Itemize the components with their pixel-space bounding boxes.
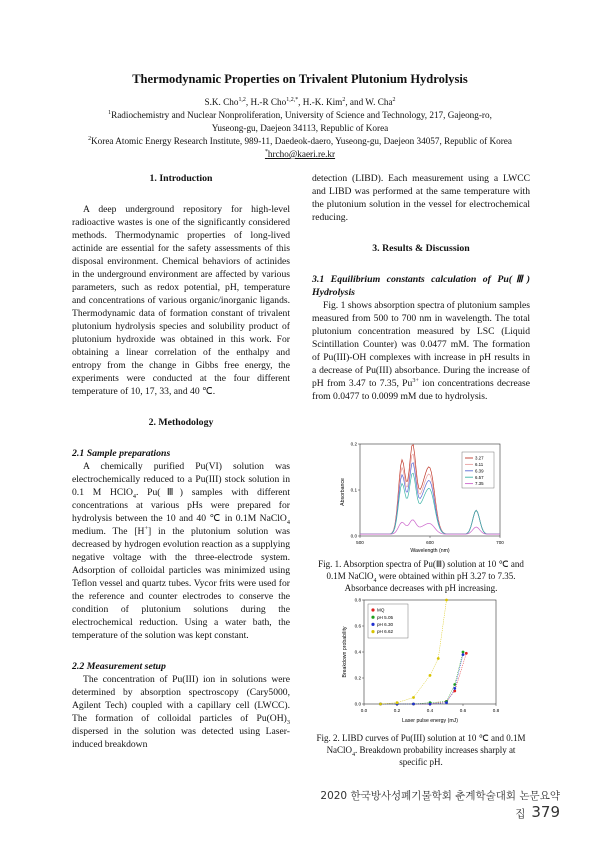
data-point [412,703,415,706]
libd-curve [381,655,464,704]
email[interactable]: *hrcho@kaeri.re.kr [264,148,336,159]
x-tick-label: 0.8 [492,708,500,713]
figure-1 [312,438,530,594]
data-point [412,696,415,699]
x-axis-label: Laser pulse energy (mJ) [402,718,458,724]
section-heading-results: 3. Results & Discussion [372,243,470,254]
legend-marker [371,616,374,619]
absorption-spectra-chart [336,438,506,556]
x-tick-label: 0.0 [360,708,368,713]
x-tick-label: 700 [496,540,504,545]
x-axis-label: Wavelength (nm) [410,548,450,554]
legend-label: MQ [377,607,385,613]
left-column [72,172,290,751]
data-point [462,651,465,654]
right-column [312,172,530,403]
legend-marker [371,630,374,633]
figure-2 [312,594,530,768]
data-point [437,657,440,660]
data-point [429,703,432,706]
legend-label: 6.11 [475,462,484,467]
legend-label: pH 6.62 [377,629,394,635]
page-number: 379 [531,803,560,821]
libd-curves-chart [336,594,506,726]
data-point [465,652,468,655]
data-point [453,687,456,690]
legend-label: 7.35 [475,481,484,487]
y-tick-label: 0.2 [354,675,361,681]
spectrum-line [360,520,500,534]
section-heading-introduction: 1. Introduction [149,173,213,184]
legend-label: 6.57 [475,474,484,480]
affiliation-2: $^2$Korea Atomic Energy Research Institute, 989-11, Daedeok-daero, Yuseong-gu, Daejeon 34057, Republic of Korea [88,135,512,146]
legend-label: pH 5.05 [377,614,394,620]
figure-2-caption: Fig. 2. LIBD curves of Pu(III) solution at 10 ℃ and 0.1M NaClO$_4$. Breakdown probability increases sharply at specific pH. [316,733,526,767]
authors: S.K. Cho$^{1,2}$, H.-R Cho$^{1,2,*}$, H.-K. Kim$^2$, and W. Cha$^2$ [204,96,396,107]
data-point [396,701,399,704]
affiliation-1-cont: Yuseong-gu, Daejeon 34113, Republic of Korea [211,123,389,133]
legend-label: 6.39 [475,468,484,474]
legend-label: 3.27 [475,455,484,461]
y-tick-label: 0.8 [354,597,361,603]
data-point [445,701,448,704]
affiliation-1: $^1$Radiochemistry and Nuclear Nonproliferation, University of Science and Technology, 217, Gajeong-ro, [108,109,492,120]
x-tick-label: 0.6 [459,708,467,713]
x-tick-label: 0.4 [426,708,434,713]
y-axis-label: Absorbance [340,478,346,506]
y-tick-label: 0.0 [354,701,361,707]
subsection-heading-sample-preparations: 2.1 Sample preparations [72,448,171,459]
x-tick-label: 500 [356,540,364,545]
measurement-setup-continued: detection (LIBD). Each measurement using a LWCC and LIBD was performed at the same temperature with the plutonium solution in the vessel for electrochemical reducing. [312,173,530,223]
sample-preparations-text: A chemically purified Pu(VI) solution was electrochemically reduced to a Pu(III) stock solution in 0.1 M HClO$_4$. Pu(Ⅲ) samples with different concentrations at various pHs were prepared for hydrolysis between the 10 and 40 ℃ in 0.1M NaClO$_4$ medium. The [H+] in the plutonium solution was decreased by hydrogen evolution reaction as a supplying negative voltage with the three-electrode system. Adsorption of colloidal particles was minimized using Teflon vessel and quartz tubes. Vycor frits were used for the reference and counter electrodes to conserve the condition of plutonium solutions during the electrochemical reduction. Using a water bath, the temperature of the solution was kept constant. [72,461,290,641]
data-point [379,703,382,706]
y-tick-label: 0.6 [354,623,361,629]
legend-marker [371,623,374,626]
subsection-heading-measurement-setup: 2.2 Measurement setup [72,661,166,672]
measurement-setup-text: The concentration of Pu(III) ion in solutions were determined by absorption spectroscopy (Cary5000, Agilent Tech) coupled with a capillary cell (LWCC). The formation of colloidal particles of $Pu(OH)_3$ dispersed in the solution was detected using Laser-induced breakdown [72,674,290,750]
paper-title: Thermodynamic Properties on Trivalent Plutonium Hydrolysis [132,72,468,86]
results-text: Fig. 1 shows absorption spectra of plutonium samples measured from 500 to 700 nm in wavelength. The total plutonium concentration measured by LSC (Liquid Scintillation Counter) was 0.0477 mM. The formation of Pu(III)-OH complexes with increase in pH results in a decrease of Pu(III) absorbance. During the increase of pH from 3.47 to 7.35, $Pu^{3+}$ ion concentrations decrease from 0.0477 to 0.0099 mM due to hydrolysis. [312,300,530,402]
section-heading-methodology: 2. Methodology [148,417,214,428]
y-tick-label: 0.0 [350,533,357,539]
page-footer [320,788,560,821]
data-point [429,674,432,677]
data-point [453,690,456,693]
subsection-heading-equilibrium: 3.1 Equilibrium constants calculation of Pu(Ⅲ) Hydrolysis [312,274,530,298]
y-tick-label: 0.1 [350,487,357,493]
data-point [462,653,465,656]
x-tick-label: 0.2 [393,708,401,713]
x-tick-label: 600 [426,540,434,545]
introduction-text: A deep underground repository for high-level radioactive wastes is one of the significantly considered methods. Thermodynamic properties of long-lived actinide are essential for the safety assessments of this disposal environment. Chemical behaviors of actinides in the underground environment are affected by various parameters, such as redox potential, pH, temperature and concentrations of various organic/inorganic ligands. Thermodynamic data of formation constant of trivalent plutonium hydrolysis species and solubility product of plutonium hydroxide was obtained in this work. For obtaining a linear correlation of the enthalpy and entropy from the change in Gibbs free energy, the experiments were conducted at the four different temperature of 10, 17, 33, and 40 ℃. [72,204,290,397]
y-tick-label: 0.2 [350,441,357,447]
footer-text: 2020 한국방사성폐기물학회 춘계학술대회 논문요약집 [320,790,560,820]
legend-marker [371,608,374,611]
libd-curve [381,653,467,704]
y-tick-label: 0.4 [354,649,361,655]
data-point [445,599,448,602]
y-axis-label: Breakdown probability [342,626,348,678]
figure-1-caption: Fig. 1. Absorption spectra of Pu(Ⅲ) solution at 10 ℃ and 0.1M NaClO$_4$ were obtained within pH 3.27 to 7.35. Absorbance decreases with pH increasing. [318,559,524,593]
legend-label: pH 6.30 [377,622,394,627]
